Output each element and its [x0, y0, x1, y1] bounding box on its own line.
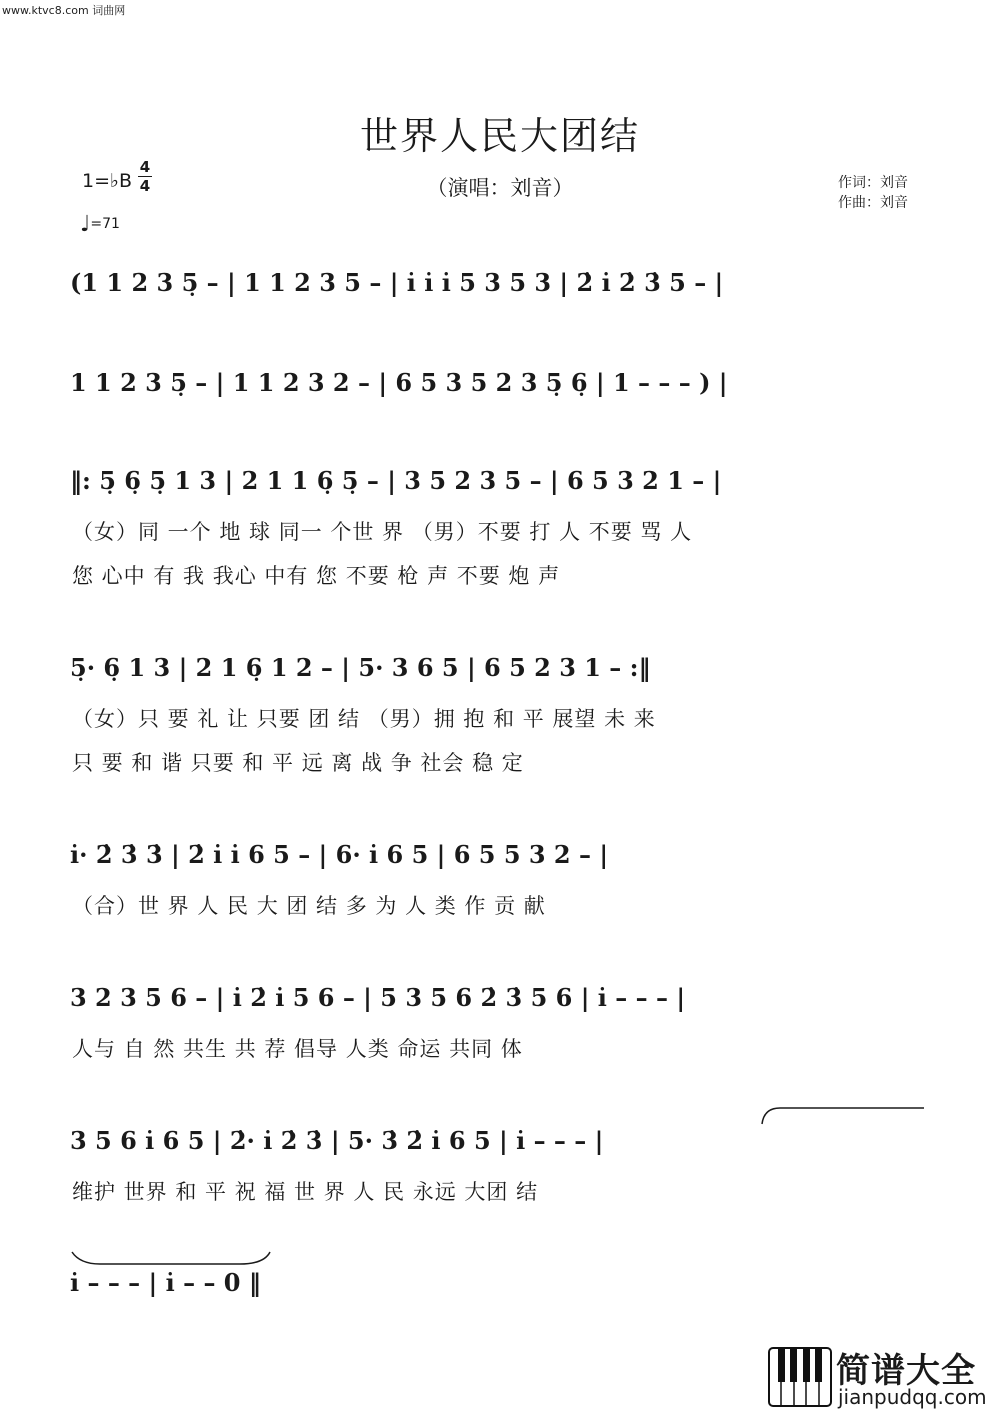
lyric-line-7: 维护 世界 和 平 祝 福 世 界 人 民 永远 大团 结: [72, 1180, 539, 1204]
site-logo: [768, 1343, 994, 1409]
composer-credit: 作曲：刘音: [838, 195, 908, 211]
lyricist-credit: 作词：刘音: [838, 175, 908, 191]
lyric-line-4a: （女）只 要 礼 让 只要 团 结 （男）拥 抱 和 平 展望 未 来: [72, 707, 656, 731]
score-line-4: 5̣· 6̣ 1 3 | 2 1 6̣ 1 2 – | 5· 3 6 5 | 6 5 2 3 1 – :‖: [70, 653, 651, 682]
time-signature: [138, 158, 152, 195]
singer-credit: （演唱：刘音）: [426, 176, 574, 200]
score-line-7: 3 5 6 i̇ 6 5 | 2̇· i̇ 2̇ 3̇ | 5· 3̇ 2̇ i̇ 6 5 | i̇ – – – |: [70, 1126, 604, 1155]
score-line-1: (1 1 2 3 5̣ – | 1 1 2 3 5 – | i̇ i̇ i̇ 5 3 5 3 | 2̇ i̇ 2̇ 3̇ 5 – |: [70, 268, 724, 297]
time-numerator: 4: [139, 158, 151, 176]
lyric-line-5: （合）世 界 人 民 大 团 结 多 为 人 类 作 贡 献: [72, 894, 546, 918]
logo-url: jianpudqq.com: [838, 1385, 987, 1409]
watermark-text: www.ktvc8.com 词曲网: [2, 4, 126, 17]
tempo-value: =71: [90, 216, 120, 232]
lyric-line-6: 人与 自 然 共生 共 荐 倡导 人类 命运 共同 体: [72, 1037, 523, 1061]
logo-name: 简谱大全: [836, 1351, 976, 1391]
score-line-3: ‖: 5̣ 6̣ 5̣ 1 3 | 2 1 1 6̣ 5̣ – | 3 5 2 3 5 – | 6 5 3 2 1 – |: [70, 466, 722, 495]
score-line-6: 3 2 3 5 6 – | i̇ 2̇ i̇ 5 6 – | 5 3 5 6 2̇ 3̇ 5 6 | i̇ – – – |: [70, 983, 686, 1012]
tie-arc: [760, 1104, 926, 1126]
score-line-8: i̇ – – – | i̇ – – 0 ‖: [70, 1268, 261, 1297]
time-denominator: 4: [139, 177, 151, 195]
score-line-2: 1 1 2 3 5̣ – | 1 1 2 3 2 – | 6 5 3 5 2 3 5̣ 6̣ | 1 – – – ) |: [70, 368, 728, 397]
song-title: 世界人民大团结: [359, 114, 640, 158]
tempo-marking: [80, 212, 120, 237]
lyric-line-3b: 您 心中 有 我 我心 中有 您 不要 枪 声 不要 炮 声: [72, 564, 561, 588]
tie-arc: [70, 1248, 274, 1268]
lyric-line-3a: （女）同 一个 地 球 同一 个世 界 （男）不要 打 人 不要 骂 人: [72, 520, 693, 544]
key-signature: 1=♭B: [82, 170, 133, 192]
piano-keys-icon: [768, 1347, 832, 1407]
credits: [838, 173, 908, 213]
quarter-note-icon: ♩: [80, 212, 91, 237]
score-line-5: i̇· 2̇ 3̇ 3̇ | 2̇ i̇ i̇ 6 5 – | 6· i̇ 6 5 | 6 5 5 3 2 – |: [70, 840, 609, 869]
lyric-line-4b: 只 要 和 谐 只要 和 平 远 离 战 争 社会 稳 定: [72, 751, 524, 775]
